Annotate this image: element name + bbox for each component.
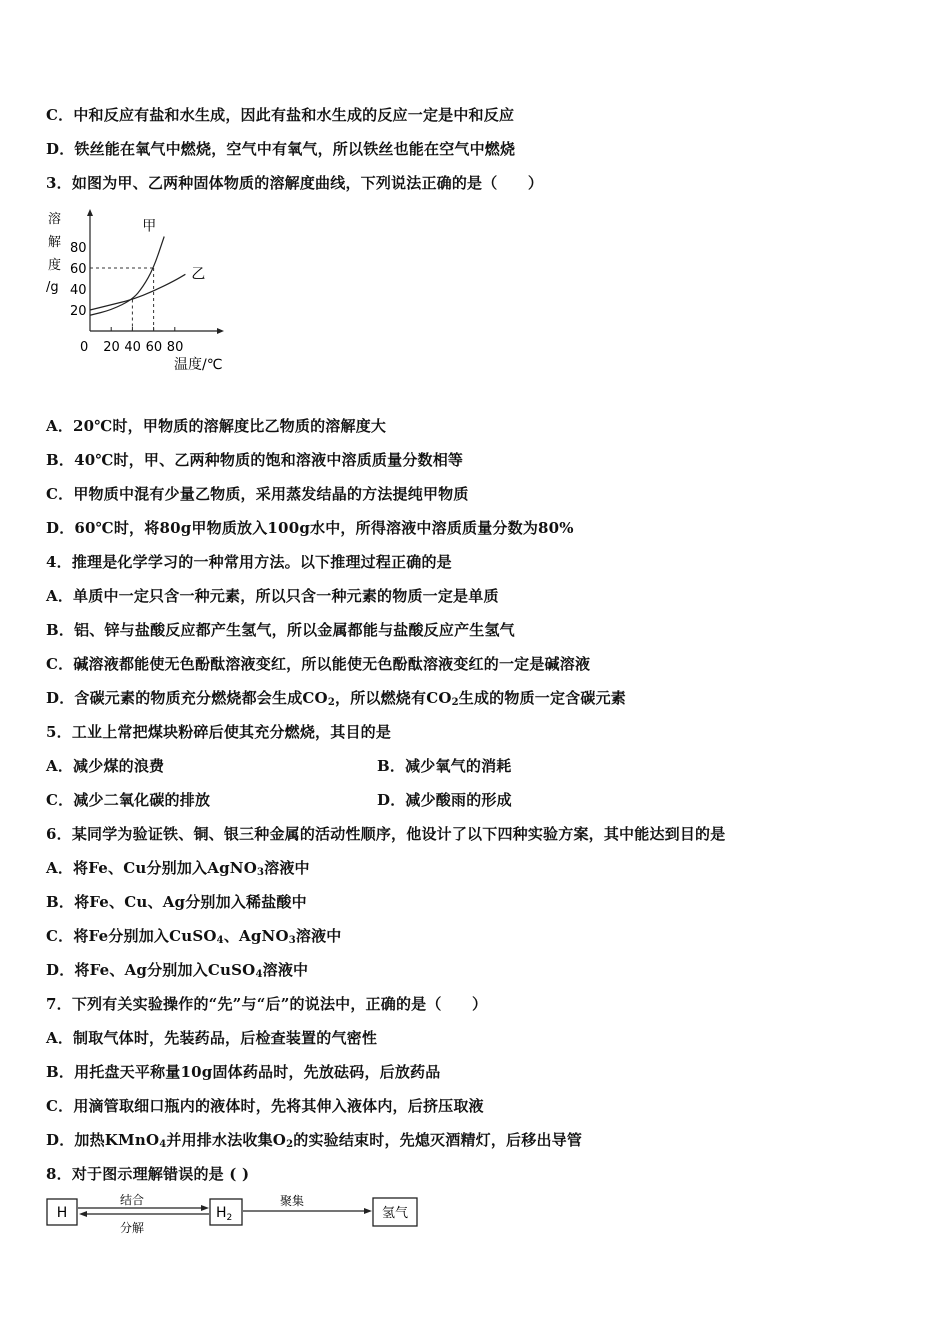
combine-label: 结合 bbox=[119, 1193, 145, 1207]
gather-arrow-head-icon bbox=[364, 1208, 372, 1214]
hydrogen-diagram bbox=[44, 1190, 424, 1240]
y-tick-label: 40 bbox=[70, 283, 87, 298]
y-axis-arrow-icon bbox=[87, 209, 93, 216]
q6-option-b: B．将Fe、Cu、Ag分别加入稀盐酸中 bbox=[46, 893, 307, 911]
q3-option-d: D．60℃时，将80g甲物质放入100g水中，所得溶液中溶质质量分数为80% bbox=[46, 519, 574, 537]
q3-option-a: A．20℃时，甲物质的溶解度比乙物质的溶解度大 bbox=[46, 417, 387, 435]
combine-arrow-head-icon bbox=[201, 1205, 209, 1211]
q7-option-d: D．加热KMnO$_4$并用排水法收集$O_2$的实验结束时，先熄灭酒精灯，后移出导管 bbox=[46, 1131, 583, 1150]
series-label: 乙 bbox=[191, 266, 206, 283]
q6-option-a: A．将Fe、Cu分别加入AgNO$_3$溶液中 bbox=[46, 859, 310, 878]
q4-option-b: B．铝、锌与盐酸反应都产生氢气，所以金属都能与盐酸反应产生氢气 bbox=[46, 621, 515, 639]
q8-stem: 8．对于图示理解错误的是 ( ) bbox=[46, 1165, 250, 1183]
q7-option-c: C．用滴管取细口瓶内的液体时，先将其伸入液体内，后挤压取液 bbox=[46, 1097, 484, 1115]
q6-stem: 6．某同学为验证铁、铜、银三种金属的活动性顺序，他设计了以下四种实验方案，其中能达到目的是 bbox=[46, 825, 726, 843]
q6-option-d: D．将Fe、Ag分别加入CuSO$_4$溶液中 bbox=[46, 961, 309, 980]
box-h2-label: $H_2$ bbox=[216, 1205, 233, 1223]
x-tick-label: 60 bbox=[145, 340, 163, 355]
x-axis-arrow-icon bbox=[217, 328, 224, 334]
q7-option-b: B．用托盘天平称量10g固体药品时，先放砝码，后放药品 bbox=[46, 1063, 441, 1081]
q5-option-c: C．减少二氧化碳的排放 bbox=[46, 791, 211, 809]
series-curve-jia bbox=[90, 237, 164, 316]
y-tick-label: 20 bbox=[70, 304, 87, 319]
box-h-label: H bbox=[56, 1205, 68, 1221]
q5-option-d: D．减少酸雨的形成 bbox=[377, 791, 512, 809]
decompose-arrow-head-icon bbox=[79, 1211, 87, 1217]
box-hydrogen-gas-label: 氢气 bbox=[381, 1206, 409, 1221]
q5-option-a: A．减少煤的浪费 bbox=[46, 757, 165, 775]
x-tick-label: 40 bbox=[124, 340, 141, 355]
x-tick-label: 20 bbox=[103, 340, 120, 355]
q7-option-a: A．制取气体时，先装药品，后检查装置的气密性 bbox=[46, 1029, 378, 1047]
q5-option-b: B．减少氧气的消耗 bbox=[377, 757, 512, 775]
q5-stem: 5．工业上常把煤块粉碎后使其充分燃烧，其目的是 bbox=[46, 723, 392, 741]
q4-option-d: D．含碳元素的物质充分燃烧都会生成$CO_2$，所以燃烧有$CO_2$生成的物质一定含碳元素 bbox=[46, 689, 626, 708]
q3-option-c: C．甲物质中混有少量乙物质，采用蒸发结晶的方法提纯甲物质 bbox=[46, 485, 469, 503]
q4-option-a: A．单质中一定只含一种元素，所以只含一种元素的物质一定是单质 bbox=[46, 587, 499, 605]
x-axis-label: 温度/℃ bbox=[174, 357, 223, 373]
ylabel-char: 度 bbox=[48, 258, 62, 273]
series-curve-yi bbox=[90, 274, 185, 310]
ylabel-char: 解 bbox=[48, 235, 62, 250]
x-tick-label: 80 bbox=[166, 340, 184, 355]
q2-option-d: D．铁丝能在氧气中燃烧，空气中有氧气，所以铁丝也能在空气中燃烧 bbox=[46, 140, 516, 158]
q3-option-b: B．40℃时，甲、乙两种物质的饱和溶液中溶质质量分数相等 bbox=[46, 451, 464, 469]
ylabel-char: /g bbox=[46, 280, 59, 295]
y-tick-label: 60 bbox=[70, 262, 87, 277]
series-label: 甲 bbox=[142, 218, 157, 235]
q2-option-c: C．中和反应有盐和水生成，因此有盐和水生成的反应一定是中和反应 bbox=[46, 106, 515, 124]
q6-option-c: C．将Fe分别加入CuSO$_4$、AgNO$_3$溶液中 bbox=[46, 927, 342, 946]
q3-stem: 3．如图为甲、乙两种固体物质的溶解度曲线，下列说法正确的是（ ） bbox=[46, 174, 544, 192]
q7-stem: 7．下列有关实验操作的“先”与“后”的说法中，正确的是（ ） bbox=[46, 995, 488, 1013]
q4-option-c: C．碱溶液都能使无色酚酞溶液变红，所以能使无色酚酞溶液变红的一定是碱溶液 bbox=[46, 655, 591, 673]
y-tick-label: 80 bbox=[70, 241, 87, 256]
q4-stem: 4．推理是化学学习的一种常用方法。以下推理过程正确的是 bbox=[46, 553, 452, 571]
solubility-chart bbox=[44, 205, 244, 375]
x-tick-label: 0 bbox=[80, 340, 89, 355]
gather-label: 聚集 bbox=[279, 1194, 305, 1208]
decompose-label: 分解 bbox=[119, 1221, 145, 1235]
ylabel-char: 溶 bbox=[48, 212, 62, 227]
